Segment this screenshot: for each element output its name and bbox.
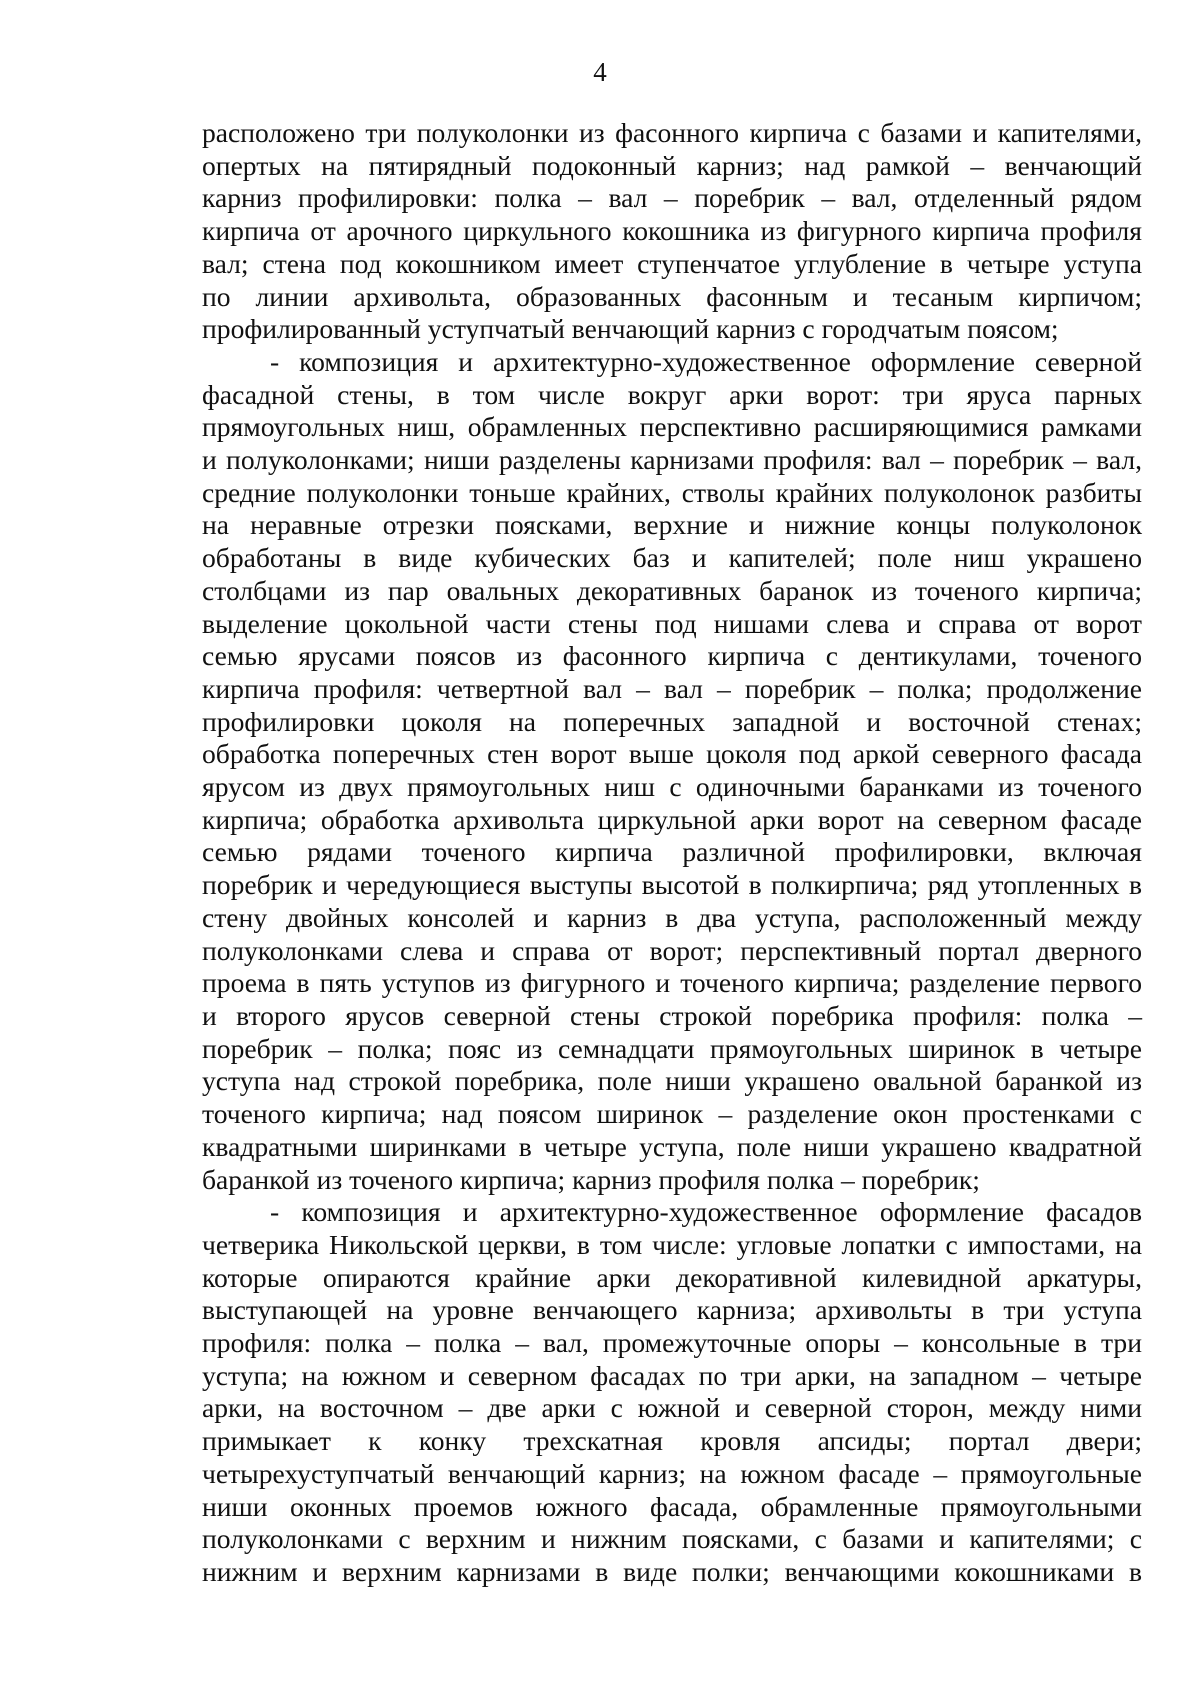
- text-line: прямоугольных ниш, обрамленных перспективно расширяющимися рамками: [202, 411, 1142, 443]
- text-line: примыкает к конку трехскатная кровля апсиды; портал двери;: [202, 1425, 1142, 1457]
- text-line: стену двойных консолей и карниз в два уступа, расположенный между: [202, 901, 1142, 933]
- text-line: выступающей на уровне венчающего карниза; архивольты в три уступа: [202, 1294, 1142, 1326]
- paragraph: [202, 346, 1142, 1196]
- text-line: кирпича от арочного циркульного кокошника из фигурного кирпича профиля: [202, 215, 1142, 247]
- text-line: баранкой из точеного кирпича; карниз профиля полка – поребрик;: [202, 1163, 980, 1195]
- text-line: уступа над строкой поребрика, поле ниши украшено овальной баранкой из: [202, 1065, 1142, 1097]
- page-number: 4: [593, 57, 607, 87]
- text-line: точеного кирпича; над поясом ширинок – разделение окон простенками с: [202, 1098, 1142, 1130]
- text-line: кирпича профиля: четвертной вал – вал – поребрик – полка; продолжение: [202, 672, 1142, 704]
- text-line: поребрик и чередующиеся выступы высотой в полкирпича; ряд утопленных в: [202, 869, 1142, 901]
- text-line: четверика Никольской церкви, в том числе: угловые лопатки с импостами, на: [202, 1228, 1142, 1260]
- text-line: вал; стена под кокошником имеет ступенчатое углубление в четыре уступа: [202, 247, 1142, 279]
- text-line: которые опираются крайние арки декоративной килевидной аркатуры,: [202, 1261, 1142, 1293]
- text-line: и полуколонками; ниши разделены карнизами профиля: вал – поребрик – вал,: [202, 444, 1142, 476]
- text-line: профиля: полка – полка – вал, промежуточные опоры – консольные в три: [202, 1327, 1142, 1359]
- text-line: и второго ярусов северной стены строкой поребрика профиля: полка –: [202, 999, 1142, 1031]
- text-line: обработка поперечных стен ворот выше цоколя под аркой северного фасада: [202, 738, 1142, 770]
- text-line: квадратными ширинками в четыре уступа, поле ниши украшено квадратной: [202, 1130, 1142, 1162]
- text-line: карниз профилировки: полка – вал – поребрик – вал, отделенный рядом: [202, 182, 1142, 214]
- text-line: полуколонками слева и справа от ворот; перспективный портал дверного: [202, 934, 1142, 966]
- text-line: обработаны в виде кубических баз и капителей; поле ниш украшено: [202, 542, 1142, 574]
- text-line: средние полуколонки тоньше крайних, стволы крайних полуколонок разбиты: [202, 476, 1142, 508]
- text-line: опертых на пятирядный подоконный карниз; над рамкой – венчающий: [202, 149, 1142, 181]
- text-line: проема в пять уступов из фигурного и точеного кирпича; разделение первого: [202, 967, 1142, 999]
- text-line: поребрик – полка; пояс из семнадцати прямоугольных ширинок в четыре: [202, 1032, 1142, 1064]
- text-line: расположено три полуколонки из фасонного кирпича с базами и капителями,: [202, 117, 1142, 148]
- text-line: выделение цокольной части стены под нишами слева и справа от ворот: [202, 607, 1142, 639]
- text-line: профилировки цоколя на поперечных западной и восточной стенах;: [202, 705, 1142, 737]
- text-line: по линии архивольта, образованных фасонным и тесаным кирпичом;: [202, 280, 1142, 312]
- text-line: кирпича; обработка архивольта циркульной арки ворот на северном фасаде: [202, 803, 1142, 835]
- text-line: уступа; на южном и северном фасадах по три арки, на западном – четыре: [202, 1359, 1142, 1391]
- paragraph: [202, 117, 1142, 346]
- text-line: ниши оконных проемов южного фасада, обрамленные прямоугольными: [202, 1490, 1142, 1522]
- text-line: арки, на восточном – две арки с южной и северной сторон, между ними: [202, 1392, 1142, 1424]
- text-line: фасадной стены, в том числе вокруг арки ворот: три яруса парных: [202, 378, 1142, 410]
- document-body: [202, 117, 1142, 1589]
- text-line: столбцами из пар овальных декоративных баранок из точеного кирпича;: [202, 574, 1142, 606]
- text-line: нижним и верхним карнизами в виде полки; венчающими кокошниками в: [202, 1555, 1142, 1587]
- text-line: семью ярусами поясов из фасонного кирпича с дентикулами, точеного: [202, 640, 1142, 672]
- paragraph: [202, 1196, 1142, 1588]
- text-line: на неравные отрезки поясками, верхние и нижние концы полуколонок: [202, 509, 1142, 541]
- text-line: четырехуступчатый венчающий карниз; на южном фасаде – прямоугольные: [202, 1457, 1142, 1489]
- text-line: - композиция и архитектурно-художественное оформление фасадов: [270, 1196, 1142, 1228]
- text-line: полуколонками с верхним и нижним поясками, с базами и капителями; с: [202, 1523, 1142, 1555]
- text-line: ярусом из двух прямоугольных ниш с одиночными баранками из точеного: [202, 771, 1142, 803]
- text-line: семью рядами точеного кирпича различной профилировки, включая: [202, 836, 1142, 868]
- text-line: профилированный уступчатый венчающий карниз с городчатым поясом;: [202, 313, 1059, 345]
- text-line: - композиция и архитектурно-художественное оформление северной: [270, 345, 1142, 377]
